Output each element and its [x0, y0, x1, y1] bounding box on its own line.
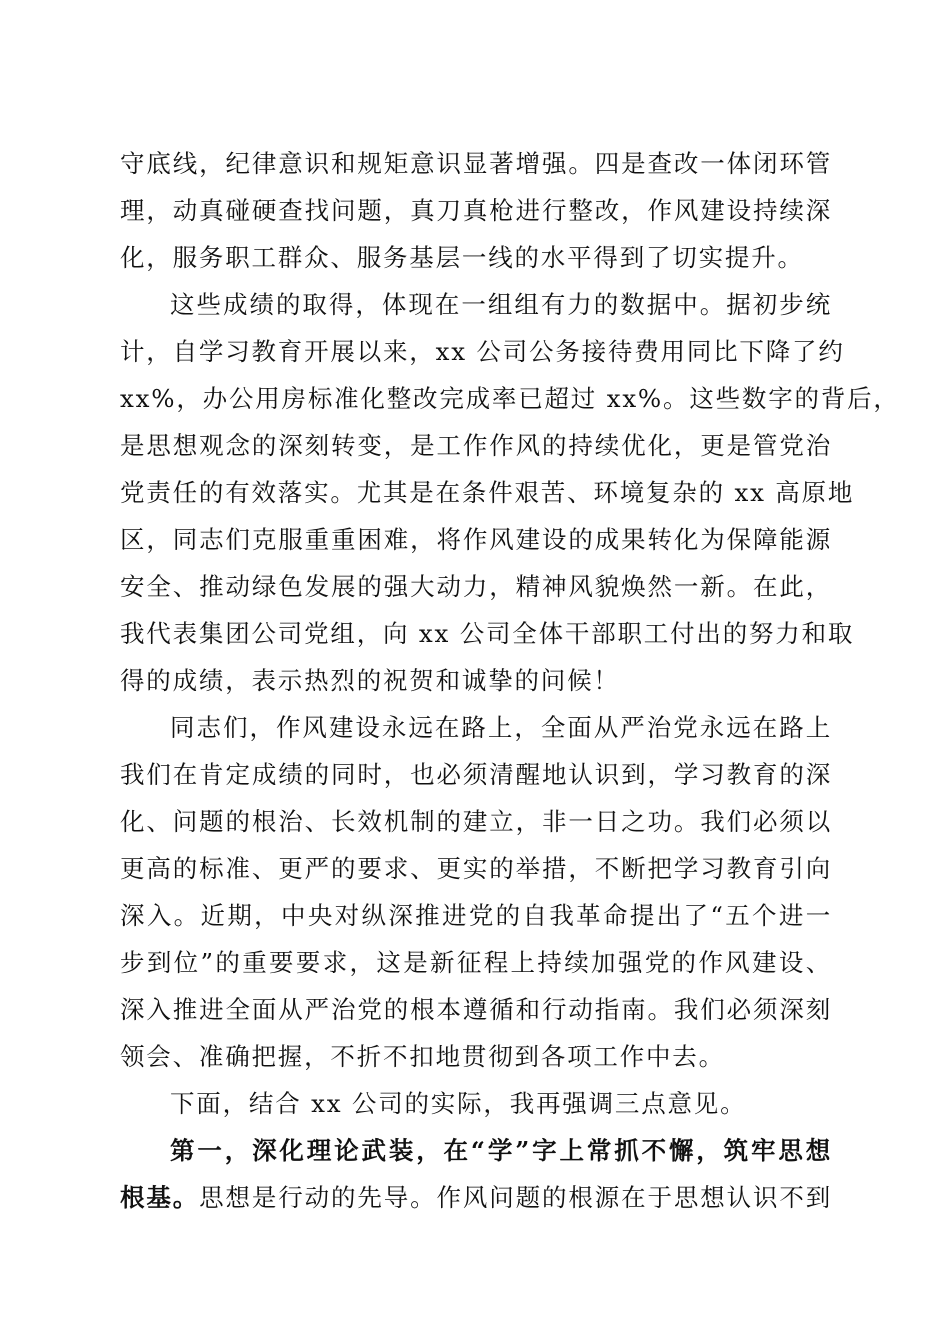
- text-line: 我代表集团公司党组，向 xx 公司全体干部职工付出的努力和取: [120, 619, 855, 648]
- text-line: 深入。近期，中央对纵深推进党的自我革命提出了“五个进一: [120, 901, 832, 930]
- paragraph-3: [120, 704, 832, 1080]
- text-line: 同志们，作风建设永远在路上，全面从严治党永远在路上: [170, 713, 832, 742]
- section-heading-line: 第一，深化理论武装，在“学”字上常抓不懈，筑牢思想: [170, 1136, 832, 1165]
- document-body: [120, 140, 900, 1221]
- text-span: 思想是行动的先导。作风问题的根源在于思想认识不到: [199, 1183, 832, 1212]
- text-line: 深入推进全面从严治党的根本遵循和行动指南。我们必须深刻: [120, 995, 832, 1024]
- paragraph-5: [120, 1127, 832, 1221]
- text-line: 化、问题的根治、长效机制的建立，非一日之功。我们必须以: [120, 807, 832, 836]
- paragraph-1: [120, 140, 832, 281]
- section-heading-tail: 根基。: [120, 1183, 200, 1212]
- text-line: 守底线，纪律意识和规矩意识显著增强。四是查改一体闭环管: [120, 149, 832, 178]
- text-line: [120, 1174, 832, 1221]
- text-line: 更高的标准、更严的要求、更实的举措，不断把学习教育引向: [120, 854, 832, 883]
- text-line: xx%，办公用房标准化整改完成率已超过 xx%。这些数字的背后，: [120, 384, 900, 413]
- paragraph-4: [120, 1080, 832, 1127]
- text-line: 区，同志们克服重重困难，将作风建设的成果转化为保障能源: [120, 525, 832, 554]
- text-line: 计，自学习教育开展以来，xx 公司公务接待费用同比下降了约: [120, 337, 845, 366]
- text-line: 领会、准确把握，不折不扣地贯彻到各项工作中去。: [120, 1042, 725, 1071]
- paragraph-2: [120, 281, 900, 704]
- text-line: 步到位”的重要要求，这是新征程上持续加强党的作风建设、: [120, 948, 832, 977]
- text-line: 是思想观念的深刻转变，是工作作风的持续优化，更是管党治: [120, 431, 832, 460]
- text-line: 这些成绩的取得，体现在一组组有力的数据中。据初步统: [170, 290, 832, 319]
- text-line: 下面，结合 xx 公司的实际，我再强调三点意见。: [170, 1089, 747, 1118]
- text-line: 安全、推动绿色发展的强大动力，精神风貌焕然一新。在此，: [120, 572, 832, 601]
- text-line: 党责任的有效落实。尤其是在条件艰苦、环境复杂的 xx 高原地: [120, 478, 855, 507]
- text-line: 理，动真碰硬查找问题，真刀真枪进行整改，作风建设持续深: [120, 196, 832, 225]
- text-line: 我们在肯定成绩的同时，也必须清醒地认识到，学习教育的深: [120, 760, 832, 789]
- text-line: 化，服务职工群众、服务基层一线的水平得到了切实提升。: [120, 243, 804, 272]
- text-line: 得的成绩，表示热烈的祝贺和诚挚的问候！: [120, 666, 620, 695]
